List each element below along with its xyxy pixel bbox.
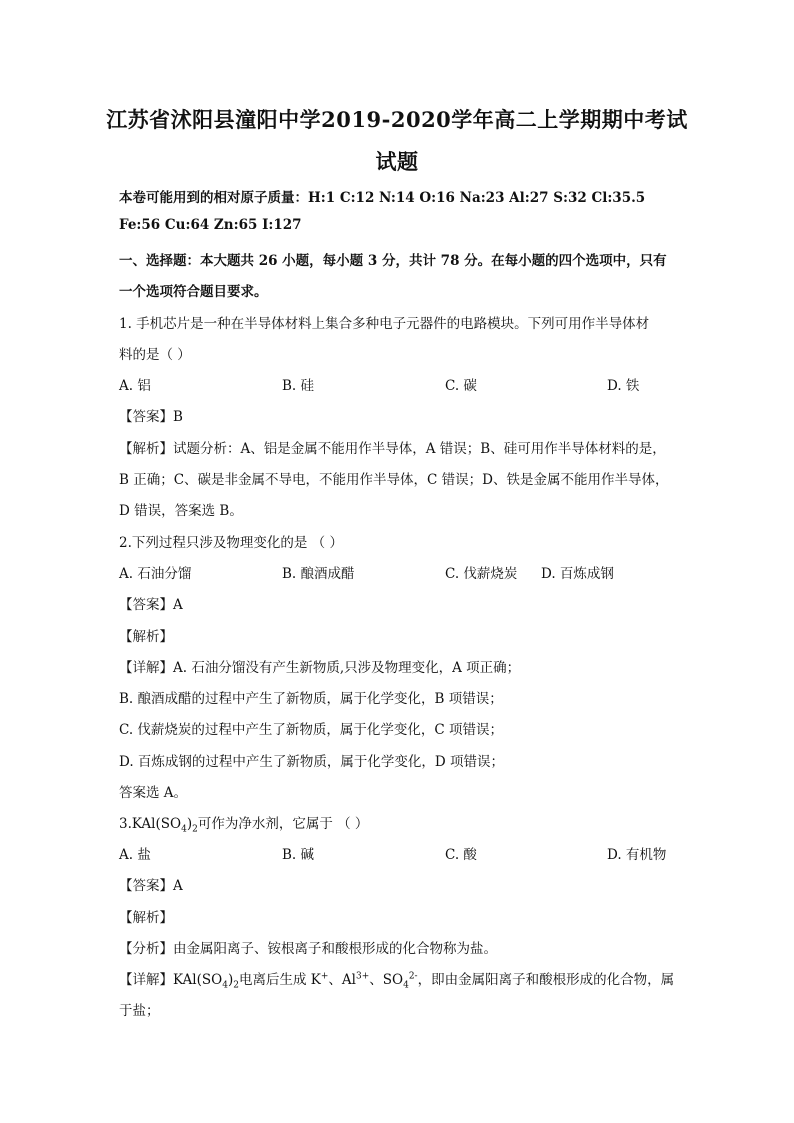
- q2-detail-line4: D. 百炼成钢的过程中产生了新物质，属于化学变化，D 项错误；: [119, 754, 505, 770]
- q2-stem: 2.下列过程只涉及物理变化的是 （ ）: [119, 535, 343, 551]
- q2-option-c: C. 伐薪烧炭: [445, 566, 518, 582]
- q1-option-a: A. 铝: [119, 378, 151, 394]
- q3-analysis-note: 【分析】由金属阳离子、铵根离子和酸根形成的化合物称为盐。: [119, 941, 497, 957]
- q2-conclusion: 答案选 A。: [119, 785, 188, 801]
- q3-detail-line2: 于盐；: [119, 1003, 160, 1019]
- q2-option-d: D. 百炼成钢: [541, 566, 614, 582]
- q3-analysis-label: 【解析】: [119, 910, 173, 926]
- section-heading-line2: 一个选项符合题目要求。: [119, 284, 268, 300]
- q3-detail-line1: 【详解】$KAl(SO_4)_2$电离后生成 K+、$Al^{3+}$、$SO_4^{2-}$，即由金属阳离子和酸根形成的化合物，属: [119, 971, 675, 991]
- q2-detail-line1: 【详解】A. 石油分馏没有产生新物质,只涉及物理变化，A 项正确；: [119, 660, 521, 676]
- q2-option-a: A. 石油分馏: [119, 566, 192, 582]
- q2-answer: 【答案】A: [119, 597, 183, 613]
- q2-analysis-label: 【解析】: [119, 629, 173, 645]
- q3-option-a: A. 盐: [119, 847, 151, 863]
- atomic-mass-line1: 本卷可能用到的相对原子质量：H:1 C:12 N:14 O:16 Na:23 Al:27 S:32 Cl:35.5: [119, 190, 646, 206]
- q2-option-b: B. 酿酒成醋: [282, 566, 355, 582]
- q3-option-c: C. 酸: [445, 847, 477, 863]
- q1-option-c: C. 碳: [445, 378, 477, 394]
- q1-stem-line2: 料的是（ ）: [119, 347, 191, 363]
- q3-answer: 【答案】A: [119, 878, 183, 894]
- q3-stem: $3.KAl(SO_4)_2$可作为净水剂，它属于 （ ）: [119, 816, 369, 835]
- q1-analysis-line1: 【解析】试题分析：A、铝是金属不能用作半导体，A 错误；B、硅可用作半导体材料的是，: [119, 441, 666, 457]
- atomic-mass-line2: Fe:56 Cu:64 Zn:65 I:127: [119, 217, 302, 233]
- q1-analysis-line2: B 正确；C、碳是非金属不导电，不能用作半导体，C 错误；D、铁是金属不能用作半导体，: [119, 472, 669, 488]
- section-heading-line1: 一、选择题：本大题共 26 小题，每小题 3 分，共计 78 分。在每小题的四个选项中，只有: [119, 253, 667, 269]
- q1-analysis-line3: D 错误，答案选 B。: [119, 503, 243, 519]
- document-title-line2: 试题: [375, 149, 419, 174]
- q3-option-b: B. 碱: [282, 847, 315, 863]
- document-title-line1: 江苏省沭阳县潼阳中学2019-2020学年高二上学期期中考试: [106, 107, 688, 132]
- q2-detail-line2: B. 酿酒成醋的过程中产生了新物质，属于化学变化，B 项错误；: [119, 691, 503, 707]
- q1-option-b: B. 硅: [282, 378, 315, 394]
- q1-answer: 【答案】B: [119, 409, 183, 425]
- q2-detail-line3: C. 伐薪烧炭的过程中产生了新物质，属于化学变化，C 项错误；: [119, 722, 504, 738]
- q3-option-d: D. 有机物: [607, 847, 667, 863]
- q1-option-d: D. 铁: [607, 378, 640, 394]
- q1-stem-line1: 1. 手机芯片是一种在半导体材料上集合多种电子元器件的电路模块。下列可用作半导体材: [119, 316, 650, 332]
